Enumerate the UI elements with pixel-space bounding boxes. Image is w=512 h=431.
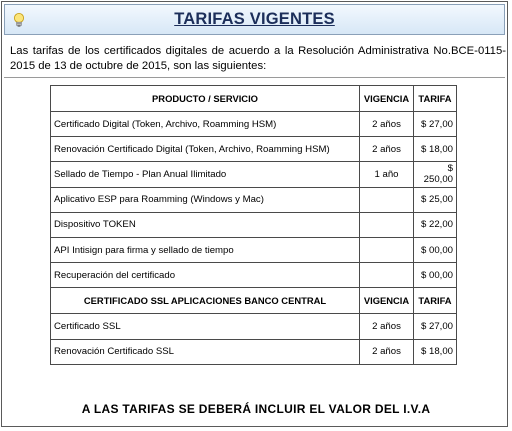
table-row — [51, 314, 457, 339]
price-cell: $ 00,00 — [414, 237, 457, 262]
column-header-tarifa-ssl: TARIFA — [414, 288, 457, 314]
table-row — [51, 263, 457, 288]
price-cell: $ 250,00 — [414, 162, 457, 187]
table-header-row-ssl — [51, 288, 457, 314]
table-row — [51, 212, 457, 237]
service-cell: Aplicativo ESP para Roamming (Windows y Mac) — [51, 187, 360, 212]
price-cell: $ 25,00 — [414, 187, 457, 212]
validity-cell: 2 años — [360, 112, 414, 137]
column-header-producto: PRODUCTO / SERVICIO — [51, 86, 360, 112]
service-cell: Dispositivo TOKEN — [51, 212, 360, 237]
validity-cell: 1 año — [360, 162, 414, 187]
validity-cell — [360, 237, 414, 262]
validity-cell — [360, 212, 414, 237]
service-cell: Renovación Certificado Digital (Token, Archivo, Roamming HSM) — [51, 137, 360, 162]
service-cell: Sellado de Tiempo - Plan Anual Ilimitado — [51, 162, 360, 187]
table-row — [51, 187, 457, 212]
price-cell: $ 27,00 — [414, 112, 457, 137]
price-cell: $ 27,00 — [414, 314, 457, 339]
service-cell: Recuperación del certificado — [51, 263, 360, 288]
table-row — [51, 339, 457, 364]
tariffs-table — [50, 85, 457, 365]
panel-title: TARIFAS VIGENTES — [174, 10, 335, 28]
table-row — [51, 162, 457, 187]
service-cell: API Intisign para firma y sellado de tiempo — [51, 237, 360, 262]
column-header-vigencia-ssl: VIGENCIA — [360, 288, 414, 314]
column-header-vigencia: VIGENCIA — [360, 86, 414, 112]
validity-cell: 2 años — [360, 137, 414, 162]
price-cell: $ 18,00 — [414, 137, 457, 162]
column-header-tarifa: TARIFA — [414, 86, 457, 112]
intro-text: Las tarifas de los certificados digitales de acuerdo a la Resolución Administrativa No.BCE-0115-2015 de 13 de octubre de 2015, son las siguientes: — [10, 45, 506, 72]
column-header-producto-ssl: CERTIFICADO SSL APLICACIONES BANCO CENTRAL — [51, 288, 360, 314]
service-cell: Certificado Digital (Token, Archivo, Roamming HSM) — [51, 112, 360, 137]
validity-cell: 2 años — [360, 339, 414, 364]
validity-cell — [360, 263, 414, 288]
panel-title-bar — [4, 4, 505, 35]
validity-cell: 2 años — [360, 314, 414, 339]
price-cell: $ 00,00 — [414, 263, 457, 288]
validity-cell — [360, 187, 414, 212]
service-cell: Certificado SSL — [51, 314, 360, 339]
table-row — [51, 112, 457, 137]
table-row — [51, 237, 457, 262]
service-cell: Renovación Certificado SSL — [51, 339, 360, 364]
price-cell: $ 22,00 — [414, 212, 457, 237]
table-header-row — [51, 86, 457, 112]
price-cell: $ 18,00 — [414, 339, 457, 364]
iva-note: A LAS TARIFAS SE DEBERÁ INCLUIR EL VALOR DEL I.V.A — [81, 402, 431, 416]
table-row — [51, 137, 457, 162]
divider — [4, 77, 505, 78]
